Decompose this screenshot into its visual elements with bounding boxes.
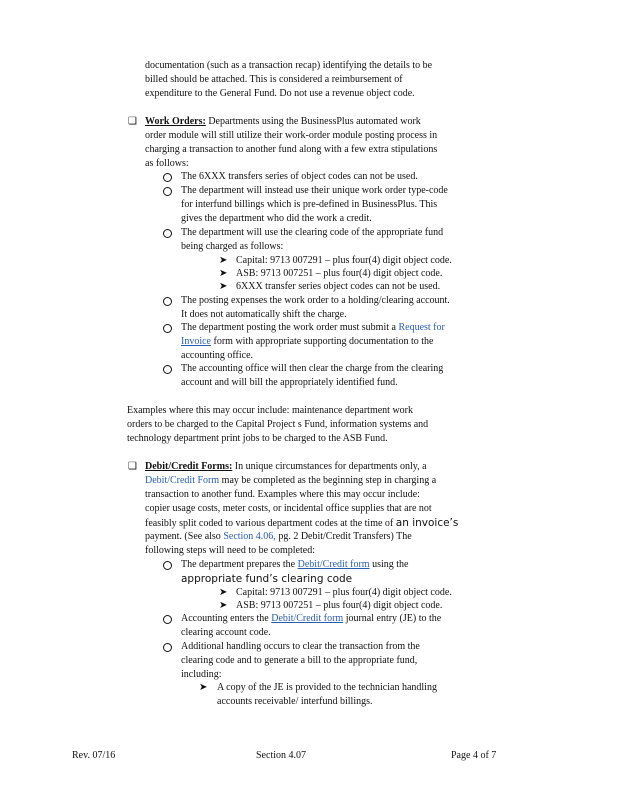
circle-bullet-icon bbox=[163, 173, 172, 182]
arrow-bullet-icon: ➤ bbox=[219, 255, 228, 266]
wo-bullet-3-line-1: The department will use the clearing code of the appropriate fund bbox=[181, 227, 444, 238]
square-bullet-icon: ❑ bbox=[128, 116, 137, 127]
circle-bullet-icon bbox=[163, 615, 172, 624]
square-bullet-icon: ❑ bbox=[128, 461, 137, 472]
dc-bullet-3-line-2: clearing code and to generate a bill to the appropriate fund, bbox=[181, 655, 418, 666]
wo-bullet-4-line-1: The posting expenses the work order to a holding/clearing account. bbox=[181, 295, 450, 306]
dc-bullet-2-text-b: journal entry (JE) to the bbox=[345, 613, 442, 624]
dc-sub-bullet-je-line-2: accounts receivable/ interfund billings. bbox=[217, 696, 373, 707]
section-4-06-link[interactable]: Section 4.06, bbox=[223, 531, 276, 542]
wo-bullet-4-line-2: It does not automatically shift the charge. bbox=[181, 309, 347, 320]
circle-bullet-icon bbox=[163, 297, 172, 306]
intro-line-2: billed should be attached. This is considered a reimbursement of bbox=[145, 74, 403, 85]
examples-line-3: technology department print jobs to be charged to the ASB Fund. bbox=[127, 433, 388, 444]
arrow-bullet-icon: ➤ bbox=[219, 281, 228, 292]
dc-bullet-2-line-2: clearing account code. bbox=[181, 627, 271, 638]
dc-bullet-1-text-b: using the bbox=[372, 559, 409, 570]
debit-credit-text-6a: payment. (See also bbox=[145, 531, 221, 542]
circle-bullet-icon bbox=[163, 229, 172, 238]
debit-credit-text-2: may be completed as the beginning step in charging a bbox=[221, 475, 437, 486]
circle-bullet-icon bbox=[163, 187, 172, 196]
debit-credit-text-5: feasibly split coded to various department codes at the time of bbox=[145, 518, 394, 529]
circle-bullet-icon bbox=[163, 643, 172, 652]
footer-revision: Rev. 07/16 bbox=[72, 750, 116, 761]
debit-credit-line-7: following steps will need to be completed: bbox=[145, 545, 315, 556]
wo-bullet-6-line-1: The accounting office will then clear the charge from the clearing bbox=[181, 363, 444, 374]
wo-sub-bullet-transfer: 6XXX transfer series object codes can not be used. bbox=[236, 281, 441, 292]
work-orders-line-4: as follows: bbox=[145, 158, 189, 169]
dc-sub-bullet-je-line-1: A copy of the JE is provided to the technician handling bbox=[217, 682, 437, 693]
intro-line-1: documentation (such as a transaction recap) identifying the details to be bbox=[145, 60, 433, 71]
debit-credit-form-link[interactable]: Debit/Credit Form bbox=[145, 475, 220, 486]
work-orders-text: Departments using the BusinessPlus automated work bbox=[208, 116, 421, 127]
dc-bullet-3-line-3: including: bbox=[181, 669, 222, 680]
wo-bullet-2-line-2: for interfund billings which is pre-defined in BusinessPlus. This bbox=[181, 199, 438, 210]
debit-credit-text: In unique circumstances for departments only, a bbox=[234, 461, 427, 472]
wo-bullet-1: The 6XXX transfers series of object codes can not be used. bbox=[181, 171, 418, 182]
debit-credit-text-6b: pg. 2 Debit/Credit Transfers) The bbox=[278, 531, 412, 542]
debit-credit-line-2 bbox=[145, 475, 436, 487]
request-for-invoice-link[interactable]: Request for bbox=[398, 322, 445, 333]
dc-bullet-2-line-1 bbox=[181, 613, 441, 625]
debit-credit-form-link-2[interactable]: Debit/Credit form bbox=[297, 559, 370, 570]
wo-bullet-2-line-1: The department will instead use their unique work order type-code bbox=[181, 185, 448, 196]
dc-bullet-3-line-1: Additional handling occurs to clear the transaction from the bbox=[181, 641, 420, 652]
work-orders-line-3: charging a transaction to another fund along with a few extra stipulations bbox=[145, 144, 438, 155]
circle-bullet-icon bbox=[163, 365, 172, 374]
wo-bullet-3-line-2: being charged as follows: bbox=[181, 241, 284, 252]
work-orders-line-1 bbox=[145, 116, 421, 128]
wo-bullet-5-line-3: accounting office. bbox=[181, 350, 254, 361]
debit-credit-line-3: transaction to another fund. Examples where this may occur include: bbox=[145, 489, 420, 500]
examples-line-2: orders to be charged to the Capital Project s Fund, information systems and bbox=[127, 419, 429, 430]
debit-credit-form-link-3[interactable]: Debit/Credit form bbox=[271, 613, 344, 624]
work-orders-line-2: order module will still utilize their work-order module posting process in bbox=[145, 130, 438, 141]
invoice-text: an invoice’s bbox=[395, 517, 459, 529]
circle-bullet-icon bbox=[163, 561, 172, 570]
debit-credit-line-4: copier usage costs, meter costs, or incidental office supplies that are not bbox=[145, 503, 432, 514]
debit-credit-line-5 bbox=[145, 517, 458, 530]
arrow-bullet-icon: ➤ bbox=[199, 682, 208, 693]
dc-sub-bullet-asb: ASB: 9713 007251 – plus four(4) digit object code. bbox=[236, 600, 443, 611]
examples-line-1: Examples where this may occur include: maintenance department work bbox=[127, 405, 414, 416]
debit-credit-line-6 bbox=[145, 531, 412, 543]
wo-bullet-5-line-1 bbox=[181, 322, 445, 334]
wo-bullet-5-line-2 bbox=[181, 336, 433, 348]
footer-page-number: Page 4 of 7 bbox=[451, 750, 497, 761]
wo-sub-bullet-asb: ASB: 9713 007251 – plus four(4) digit object code. bbox=[236, 268, 443, 279]
wo-bullet-6-line-2: account and will bill the appropriately identified fund. bbox=[181, 377, 398, 388]
dc-bullet-1-line-1 bbox=[181, 559, 408, 571]
wo-bullet-2-line-3: gives the department who did the work a credit. bbox=[181, 213, 372, 224]
circle-bullet-icon bbox=[163, 324, 172, 333]
dc-bullet-2-text: Accounting enters the bbox=[181, 613, 269, 624]
arrow-bullet-icon: ➤ bbox=[219, 587, 228, 598]
wo-bullet-5-text-2: form with appropriate supporting documentation to the bbox=[213, 336, 434, 347]
work-orders-heading: Work Orders: bbox=[145, 116, 206, 127]
footer-section: Section 4.07 bbox=[256, 750, 306, 761]
debit-credit-line-1 bbox=[145, 461, 427, 473]
invoice-link[interactable]: Invoice bbox=[181, 336, 211, 347]
dc-bullet-1-line-2: appropriate fund’s clearing code bbox=[181, 573, 353, 585]
wo-bullet-5-text: The department posting the work order must submit a bbox=[181, 322, 396, 333]
arrow-bullet-icon: ➤ bbox=[219, 600, 228, 611]
intro-line-3: expenditure to the General Fund. Do not use a revenue object code. bbox=[145, 88, 415, 99]
wo-sub-bullet-capital: Capital: 9713 007291 – plus four(4) digit object code. bbox=[236, 255, 452, 266]
dc-sub-bullet-capital: Capital: 9713 007291 – plus four(4) digit object code. bbox=[236, 587, 452, 598]
arrow-bullet-icon: ➤ bbox=[219, 268, 228, 279]
debit-credit-heading: Debit/Credit Forms: bbox=[145, 461, 233, 472]
dc-bullet-1-text: The department prepares the bbox=[181, 559, 296, 570]
